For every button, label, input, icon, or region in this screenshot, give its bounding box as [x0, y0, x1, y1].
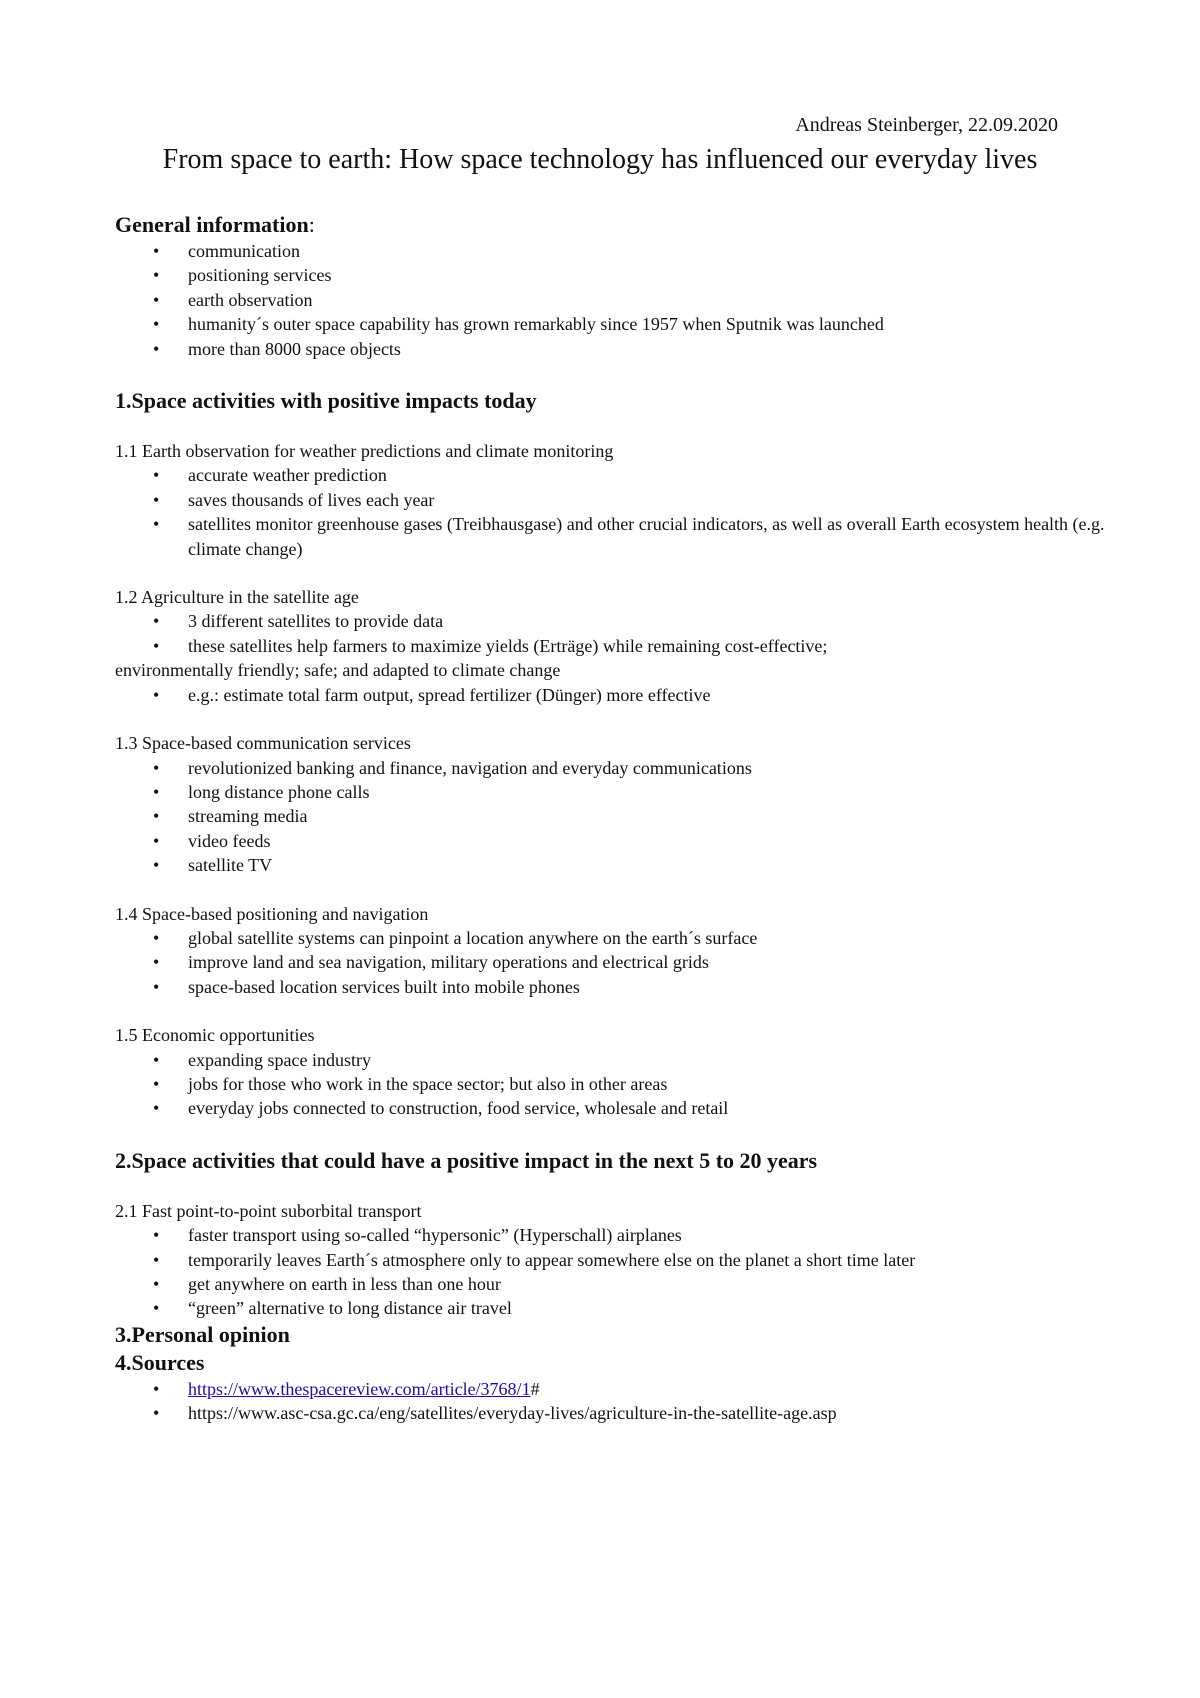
source-link-1[interactable]: https://www.thespacereview.com/article/3768/1 [188, 1378, 531, 1399]
section14-list [115, 926, 1105, 999]
general-list [115, 239, 1105, 361]
section11-list [115, 463, 1105, 561]
section21-list [115, 1223, 1105, 1321]
list-item: • temporarily leaves Earth´s atmosphere only to appear somewhere else on the planet a short time later [115, 1248, 1105, 1272]
list-item: • https://www.asc-csa.gc.ca/eng/satellites/everyday-lives/agriculture-in-the-satellite-age.asp [115, 1401, 1105, 1425]
list-item: • satellite TV [115, 853, 1105, 877]
document-body [115, 212, 1105, 1426]
section13-title: 1.3 Space-based communication services [115, 733, 411, 754]
list-item: • “green” alternative to long distance air travel [115, 1296, 1105, 1320]
document-title: From space to earth: How space technology has influenced our everyday lives [162, 144, 1038, 175]
section12-list-cont [115, 683, 1105, 707]
list-item [115, 1377, 1105, 1401]
section15-list [115, 1048, 1105, 1121]
list-item: • global satellite systems can pinpoint a location anywhere on the earth´s surface [115, 926, 1105, 950]
list-item: • communication [115, 239, 1105, 263]
section15-title: 1.5 Economic opportunities [115, 1025, 315, 1046]
list-item: • accurate weather prediction [115, 463, 1105, 487]
source-link-suffix: # [530, 1378, 540, 1399]
section14-title: 1.4 Space-based positioning and navigation [115, 903, 429, 924]
section12-list [115, 609, 1105, 658]
list-item: • faster transport using so-called “hypersonic” (Hyperschall) airplanes [115, 1223, 1105, 1247]
section21-title: 2.1 Fast point-to-point suborbital transport [115, 1200, 422, 1221]
general-heading: General information: [115, 212, 315, 237]
list-item: • space-based location services built into mobile phones [115, 975, 1105, 999]
list-item: • humanity´s outer space capability has grown remarkably since 1957 when Sputnik was launched [115, 312, 1105, 336]
list-item: • jobs for those who work in the space sector; but also in other areas [115, 1072, 1105, 1096]
list-item: • more than 8000 space objects [115, 337, 1105, 361]
list-item: • get anywhere on earth in less than one hour [115, 1272, 1105, 1296]
list-item: • improve land and sea navigation, military operations and electrical grids [115, 950, 1105, 974]
section11-title: 1.1 Earth observation for weather predictions and climate monitoring [115, 441, 614, 462]
list-item: • satellites monitor greenhouse gases (Treibhausgase) and other crucial indicators, as well as overall Earth ecosystem health (e.g. climate change) [115, 512, 1105, 561]
section2-heading: 2.Space activities that could have a positive impact in the next 5 to 20 years [115, 1147, 818, 1173]
list-item: • long distance phone calls [115, 780, 1105, 804]
list-item: • earth observation [115, 288, 1105, 312]
section13-list [115, 756, 1105, 878]
list-item: • streaming media [115, 804, 1105, 828]
list-item: • these satellites help farmers to maximize yields (Erträge) while remaining cost-effective; [115, 634, 1105, 658]
section4-heading: 4.Sources [115, 1349, 205, 1375]
section1-heading: 1.Space activities with positive impacts today [115, 388, 537, 414]
list-item: • saves thousands of lives each year [115, 488, 1105, 512]
list-item: • e.g.: estimate total farm output, spread fertilizer (Dünger) more effective [115, 683, 1105, 707]
list-item: • 3 different satellites to provide data [115, 609, 1105, 633]
sources-list [115, 1377, 1105, 1426]
list-item: • expanding space industry [115, 1048, 1105, 1072]
list-item: • video feeds [115, 829, 1105, 853]
list-item-continuation: environmentally friendly; safe; and adapted to climate change [115, 660, 561, 681]
author-date: Andreas Steinberger, 22.09.2020 [795, 114, 1058, 136]
list-item: • positioning services [115, 263, 1105, 287]
list-item: • everyday jobs connected to construction, food service, wholesale and retail [115, 1096, 1105, 1120]
section12-title: 1.2 Agriculture in the satellite age [115, 587, 359, 608]
section3-heading: 3.Personal opinion [115, 1321, 290, 1347]
list-item: • revolutionized banking and finance, navigation and everyday communications [115, 756, 1105, 780]
